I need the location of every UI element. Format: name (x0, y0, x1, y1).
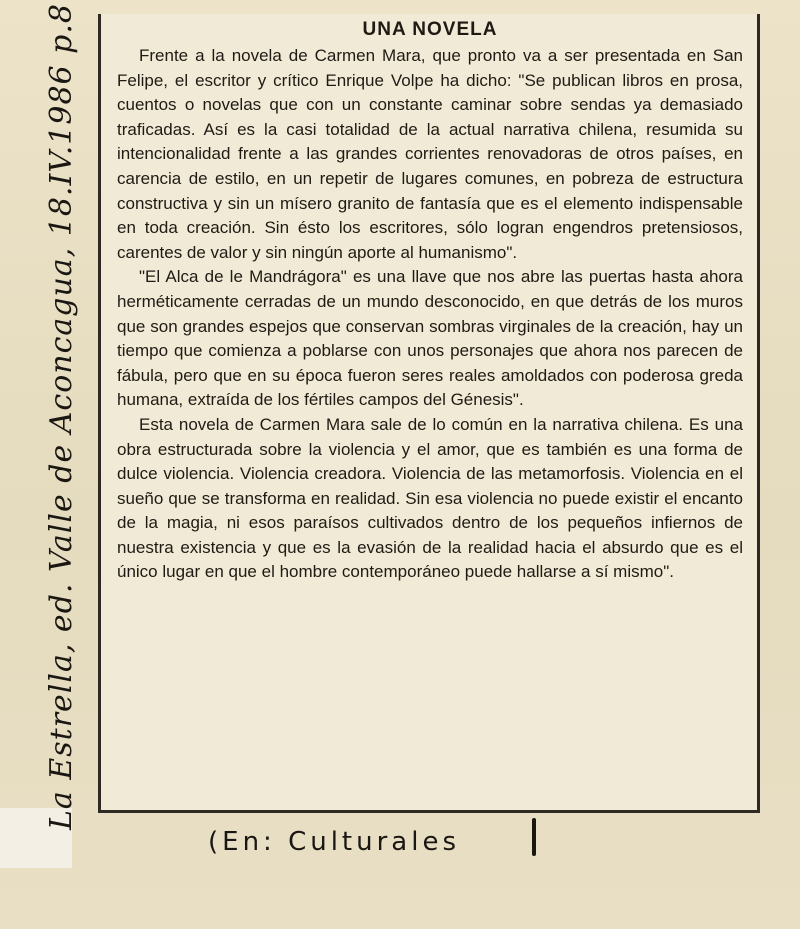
article-paragraph-3: Esta novela de Carmen Mara sale de lo común en la narrativa chilena. Es una obra estructurada sobre la violencia y el amor, que es también es una forma de dulce violencia. Violencia creadora. Violencia de las metamorfosis. Violencia en el sueño que se transforma en realidad. Sin esa violencia no puede existir el encanto de la magia, ni esos paraísos cultivados dentro de los pequeños infiernos de nuestra existencia y que es la evasión de la realidad hacia el absurdo que es el único lugar en que el hombre contemporáneo puede hallarse a sí mismo". (117, 414, 743, 582)
handwritten-source-note: La Estrella, ed. Valle de Aconcagua, 18.IV.1986 p.8 (44, 3, 79, 830)
article-body (117, 44, 743, 585)
newspaper-clipping (98, 14, 760, 813)
article-paragraph-2: "El Alca de le Mandrágora" es una llave que nos abre las puertas hasta ahora herméticamente cerradas de un mundo desconocido, en que detrás de los muros que son grandes espejos que conservan sombras virginales de la creación, hay un tiempo que comienza a poblarse con unos personajes que ahora nos parecen de fábula, pero que en su época fueron seres reales amoldados con poderosa greda humana, extraída de los fértiles campos del Génesis". (117, 267, 743, 410)
article-paragraph-1: Frente a la novela de Carmen Mara, que pronto va a ser presentada en San Felipe, el escritor y crítico Enrique Volpe ha dicho: "Se publican libros en prosa, cuentos o novelas que con un constante caminar sobre sendas ya demasiado traficadas. Así es la casi totalidad de la actual narrativa chilena, resumida su intencionalidad frente a las grandes corrientes renovadoras de otros países, en carencia de estilo, en un repetir de lugares comunes, en pobreza de estructura constructiva y sin un mísero granito de fantasía que es el elemento indispensable en toda creación. Sin ésto los escritores, sólo logran engendros pretensiosos, carentes de valor y sin ningún aporte al humanismo". (117, 46, 743, 262)
handwritten-bracket (532, 818, 536, 856)
handwritten-section-note: (En: Culturales (208, 827, 460, 857)
article-headline: UNA NOVELA (362, 19, 498, 40)
